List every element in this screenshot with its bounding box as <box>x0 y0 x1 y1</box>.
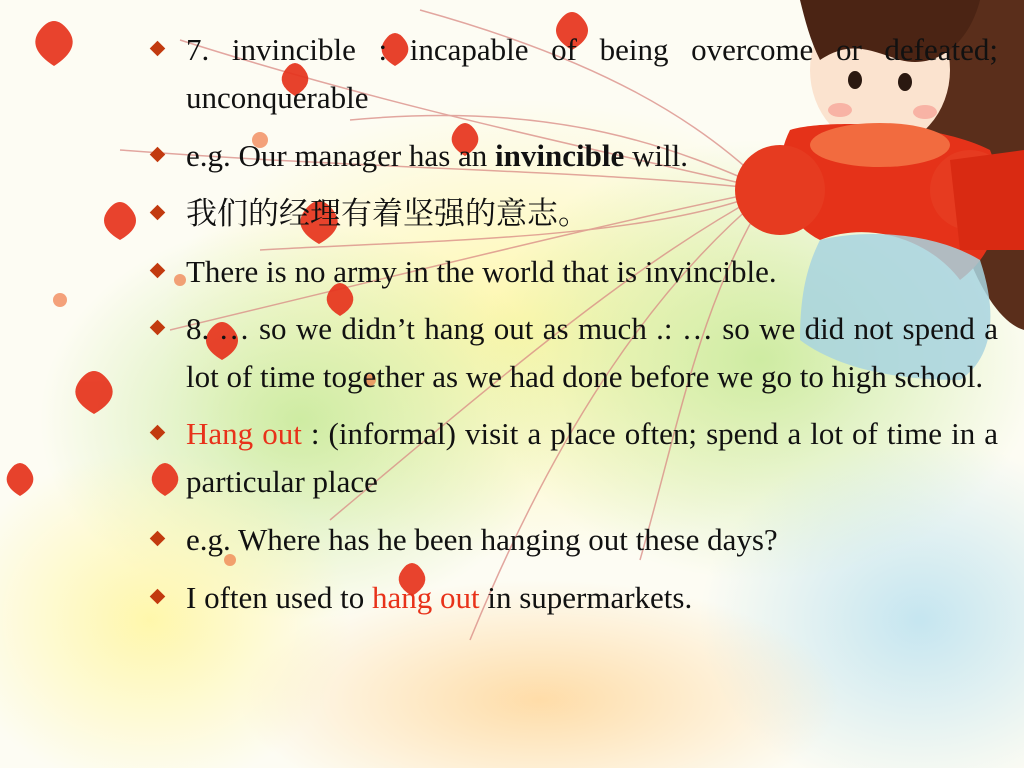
bullet-diamond-icon <box>150 531 166 547</box>
bullet-diamond-icon <box>150 147 166 163</box>
list-item <box>152 574 998 622</box>
list-item <box>152 305 998 401</box>
list-item <box>152 410 998 506</box>
list-item <box>152 248 998 296</box>
phrase-term: Hang out <box>186 416 302 451</box>
definition-invincible: 7. invincible : incapable of being overcome or defeated; unconquerable <box>186 32 998 115</box>
example-prefix: I often used to <box>186 580 372 615</box>
list-item <box>152 516 998 564</box>
bullet-list <box>152 26 998 622</box>
bullet-diamond-icon <box>150 320 166 336</box>
example-prefix: e.g. Our manager has an <box>186 138 496 173</box>
bullet-diamond-icon <box>150 263 166 279</box>
example-keyword: hang out <box>371 580 480 615</box>
chinese-translation: 我们的经理有着坚强的意志。 <box>186 196 589 231</box>
list-item <box>152 132 998 180</box>
phrase-explanation: 8. … so we didn’t hang out as much .: … so we did not spend a lot of time together as we had done before we go to high school. <box>186 311 998 394</box>
bullet-diamond-icon <box>150 41 166 57</box>
bullet-diamond-icon <box>150 205 166 221</box>
list-item <box>152 26 998 122</box>
example-suffix: will. <box>624 138 688 173</box>
list-item <box>152 190 998 238</box>
example-keyword: invincible <box>495 138 625 173</box>
bullet-diamond-icon <box>150 589 166 605</box>
example-sentence: There is no army in the world that is invincible. <box>186 254 777 289</box>
bullet-diamond-icon <box>150 425 166 441</box>
example-suffix: in supermarkets. <box>479 580 693 615</box>
example-sentence: e.g. Where has he been hanging out these days? <box>186 522 778 557</box>
phrase-definition: : (informal) visit a place often; spend a lot of time in a particular place <box>186 416 999 499</box>
